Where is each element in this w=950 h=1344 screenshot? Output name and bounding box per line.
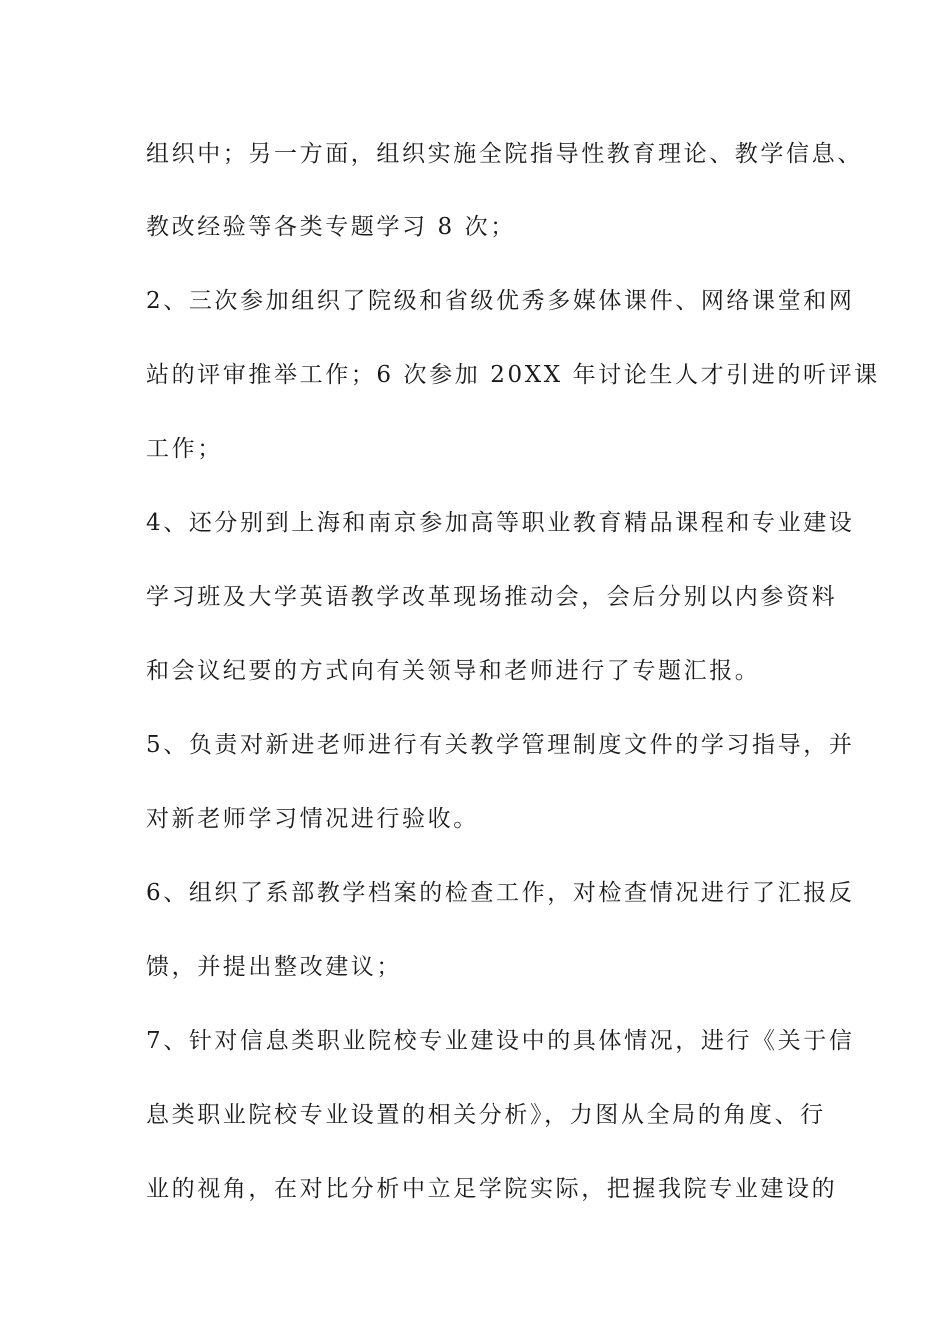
text-line: 教改经验等各类专题学习 8 次； bbox=[146, 214, 516, 240]
text-line: 7、针对信息类职业院校专业建设中的具体情况，进行《关于信 bbox=[146, 1028, 855, 1054]
text-line: 和会议纪要的方式向有关领导和老师进行了专题汇报。 bbox=[146, 658, 761, 684]
text-line: 学习班及大学英语教学改革现场推动会，会后分别以内参资料 bbox=[146, 584, 838, 610]
text-line: 5、负责对新进老师进行有关教学管理制度文件的学习指导，并 bbox=[146, 732, 855, 758]
text-line: 站的评审推举工作；6 次参加 20XX 年讨论生人才引进的听评课 bbox=[146, 362, 880, 388]
text-line: 4、还分别到上海和南京参加高等职业教育精品课程和专业建设 bbox=[146, 510, 855, 536]
text-line: 组织中；另一方面，组织实施全院指导性教育理论、教学信息、 bbox=[146, 141, 863, 167]
text-line: 业的视角，在对比分析中立足学院实际，把握我院专业建设的 bbox=[146, 1176, 838, 1202]
text-line: 6、组织了系部教学档案的检查工作，对检查情况进行了汇报反 bbox=[146, 880, 855, 906]
text-line: 馈，并提出整改建议； bbox=[146, 954, 402, 980]
text-line: 对新老师学习情况进行验收。 bbox=[146, 806, 479, 832]
text-line: 工作； bbox=[146, 436, 223, 462]
text-line: 2、三次参加组织了院级和省级优秀多媒体课件、网络课堂和网 bbox=[146, 288, 855, 314]
text-line: 息类职业院校专业设置的相关分析》，力图从全局的角度、行 bbox=[146, 1102, 826, 1128]
